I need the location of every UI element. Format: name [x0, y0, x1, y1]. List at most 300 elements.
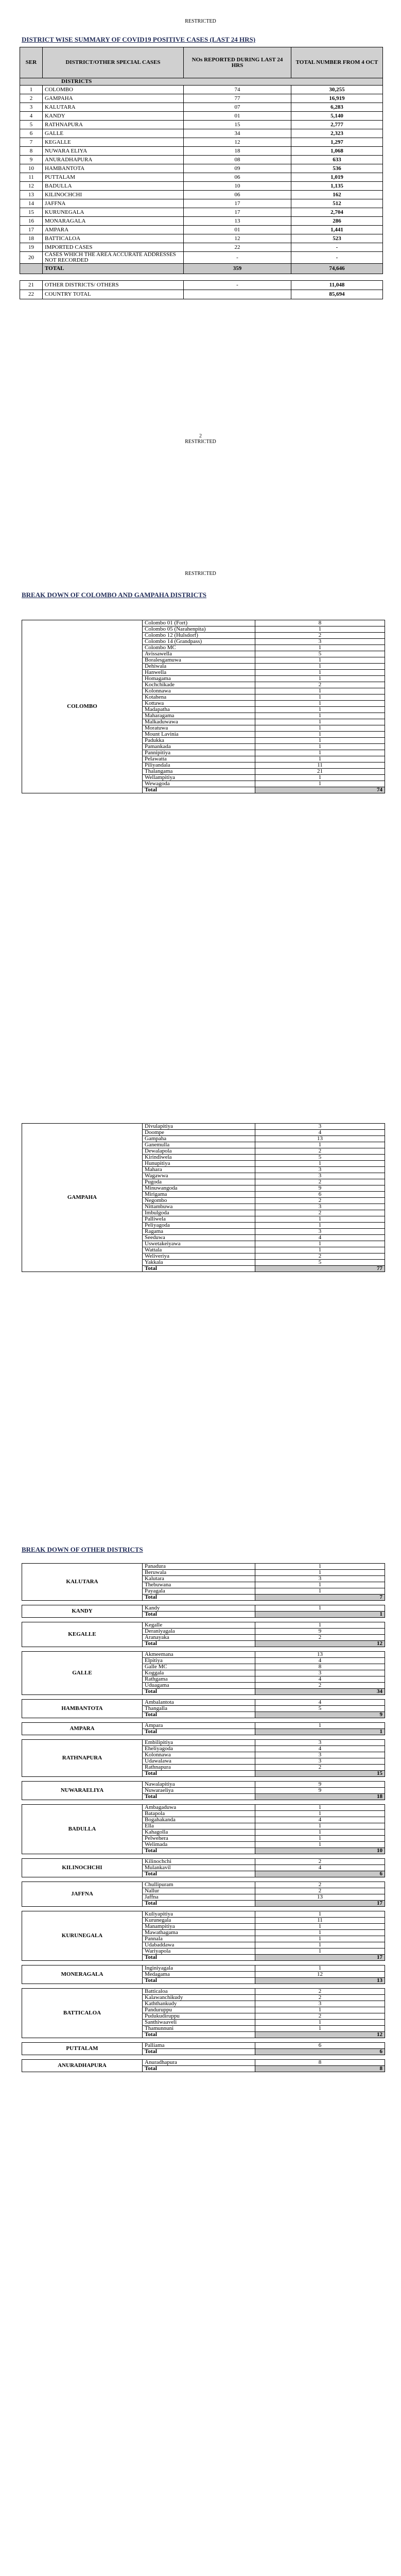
area-cell: Mahara: [143, 1167, 255, 1173]
summary-row: [20, 86, 383, 94]
ser-cell: 6: [20, 129, 43, 138]
district-cell: CASES WHICH THE AREA ACCURATE ADDRESSES NOT RECORDED: [43, 252, 184, 264]
district-cell: RATHNAPURA: [43, 121, 184, 129]
area-cell: Malkaduwawa: [143, 719, 255, 725]
district-table-hambantota: [22, 1699, 385, 1718]
count-cell: 3: [255, 1173, 385, 1179]
area-cell: Palliwela: [143, 1216, 255, 1223]
total-cell: 536: [291, 164, 383, 173]
district-name-cell: KANDY: [22, 1605, 143, 1618]
district-name-cell: KURUNEGALA: [22, 1911, 143, 1961]
count-cell: 3: [255, 2001, 385, 2007]
area-cell: Bogahakanda: [143, 1817, 255, 1823]
ser-cell: 16: [20, 217, 43, 226]
count-cell: 13: [255, 1136, 385, 1142]
area-row: [22, 1911, 385, 1918]
count-cell: 3: [255, 1752, 385, 1758]
area-total-label: Total: [143, 1712, 255, 1718]
district-cell: MONARAGALA: [43, 217, 184, 226]
summary-row: [20, 147, 383, 156]
last24-cell: 06: [184, 173, 291, 182]
total-cell: 6,283: [291, 103, 383, 112]
area-cell: Nallur: [143, 1888, 255, 1894]
count-cell: 1: [255, 1942, 385, 1948]
count-cell: 2: [255, 2013, 385, 2020]
area-cell: Santhiwaaveli: [143, 2020, 255, 2026]
area-total-value: 17: [255, 1955, 385, 1961]
area-cell: Uswetakeiyawa: [143, 1241, 255, 1247]
area-row: [22, 1700, 385, 1706]
summary-extra-row: [20, 281, 383, 290]
count-cell: 5: [255, 1706, 385, 1712]
area-total-value: 12: [255, 1641, 385, 1647]
area-total-label: Total: [143, 2049, 255, 2055]
area-cell: Peliyagoda: [143, 1223, 255, 1229]
area-row: [22, 2060, 385, 2066]
count-cell: 1: [255, 725, 385, 732]
area-total-label: Total: [143, 1595, 255, 1601]
area-row: [22, 2043, 385, 2049]
summary-row: [20, 217, 383, 226]
area-cell: Wattala: [143, 1247, 255, 1253]
ser-cell: 19: [20, 243, 43, 252]
area-cell: Ganemulla: [143, 1142, 255, 1148]
area-cell: Seeduwa: [143, 1235, 255, 1241]
count-cell: 2: [255, 1253, 385, 1260]
count-cell: 1: [255, 1161, 385, 1167]
count-cell: 1: [255, 645, 385, 651]
total-cell: 523: [291, 234, 383, 243]
last24-cell: 17: [184, 199, 291, 208]
district-table-anuradhapura: [22, 2059, 385, 2072]
district-table-kegalle: [22, 1622, 385, 1647]
count-cell: 2: [255, 1198, 385, 1204]
total-cell: 30,255: [291, 86, 383, 94]
count-cell: 3: [255, 1740, 385, 1746]
area-cell: Boralesgamuwa: [143, 657, 255, 664]
count-cell: 6: [255, 1192, 385, 1198]
total-cell: -: [291, 252, 383, 264]
area-cell: Thangalla: [143, 1706, 255, 1712]
count-cell: 21: [255, 769, 385, 775]
summary-row: [20, 182, 383, 191]
area-total-label: Total: [143, 1641, 255, 1647]
ser-cell: 18: [20, 234, 43, 243]
count-cell: 1: [255, 707, 385, 713]
count-cell: 2: [255, 1683, 385, 1689]
area-cell: Madapatha: [143, 707, 255, 713]
area-cell: Aranayaka: [143, 1635, 255, 1641]
area-cell: Kottawa: [143, 701, 255, 707]
count-cell: 12: [255, 1972, 385, 1978]
area-total-value: 7: [255, 1595, 385, 1601]
count-cell: 8: [255, 620, 385, 626]
area-cell: Mawathagama: [143, 1930, 255, 1936]
district-cell: BADULLA: [43, 182, 184, 191]
ser-cell: 11: [20, 173, 43, 182]
count-cell: 1: [255, 1723, 385, 1729]
count-cell: 1: [255, 1930, 385, 1936]
gampaha-table: [22, 1123, 385, 1272]
last24-cell: 15: [184, 121, 291, 129]
count-cell: 9: [255, 1629, 385, 1635]
count-cell: 3: [255, 1167, 385, 1173]
area-total-label: Total: [143, 2032, 255, 2038]
area-cell: Colombo 12 (Hulsdorf): [143, 633, 255, 639]
area-total-value: 12: [255, 2032, 385, 2038]
count-cell: 1: [255, 2007, 385, 2013]
count-cell: 1: [255, 1924, 385, 1930]
area-total-value: 34: [255, 1689, 385, 1695]
area-cell: Wellampitiya: [143, 775, 255, 781]
district-table-badulla: [22, 1804, 385, 1854]
area-total-label: Total: [143, 1689, 255, 1695]
count-cell: 1: [255, 1142, 385, 1148]
area-cell: Kolonnawa: [143, 1752, 255, 1758]
total-cell: 2,777: [291, 121, 383, 129]
last24-cell: 13: [184, 217, 291, 226]
area-total-label: Total: [143, 1848, 255, 1854]
area-cell: Pannala: [143, 1936, 255, 1942]
area-cell: Jaffna: [143, 1894, 255, 1901]
ser-cell: 1: [20, 86, 43, 94]
area-cell: Udawalawa: [143, 1758, 255, 1765]
district-name-cell: AMPARA: [22, 1723, 143, 1735]
area-cell: Pudukudiruppu: [143, 2013, 255, 2020]
area-cell: Avissawella: [143, 651, 255, 657]
count-cell: 2: [255, 1635, 385, 1641]
area-cell: Ambagaduwa: [143, 1805, 255, 1811]
district-table-kilinochchi: [22, 1858, 385, 1877]
total-cell: 286: [291, 217, 383, 226]
colgam-title: BREAK DOWN OF COLOMBO AND GAMPAHA DISTRICTS: [22, 591, 206, 599]
area-cell: Batapola: [143, 1811, 255, 1817]
area-cell: Mulankavil: [143, 1865, 255, 1871]
summary-total-cell: 359: [184, 264, 291, 274]
area-total-label: Total: [143, 1266, 255, 1272]
count-cell: 1: [255, 1223, 385, 1229]
count-cell: 8: [255, 2060, 385, 2066]
count-cell: 1: [255, 732, 385, 738]
last24-cell: 17: [184, 208, 291, 217]
area-cell: Kochchikade: [143, 682, 255, 688]
total-cell: 1,068: [291, 147, 383, 156]
area-row: [22, 1622, 385, 1629]
district-table-nuwaraeliya: [22, 1781, 385, 1800]
count-cell: 1: [255, 744, 385, 750]
area-cell: Weliveriya: [143, 1253, 255, 1260]
area-cell: Elpitiya: [143, 1658, 255, 1664]
summary-row: [20, 164, 383, 173]
count-cell: 1: [255, 688, 385, 694]
area-total-label: Total: [143, 1871, 255, 1877]
count-cell: 1: [255, 1247, 385, 1253]
area-cell: Nuwaraeliya: [143, 1788, 255, 1794]
count-cell: 1: [255, 713, 385, 719]
area-total-value: 6: [255, 1871, 385, 1877]
area-row: [22, 1652, 385, 1658]
count-cell: 8: [255, 1664, 385, 1670]
summary-row: [20, 243, 383, 252]
last24-cell: 08: [184, 156, 291, 164]
area-cell: Doompe: [143, 1130, 255, 1136]
last24-cell: 12: [184, 138, 291, 147]
last24-cell: 01: [184, 226, 291, 234]
area-cell: Colombo 14 (Grandpass): [143, 639, 255, 645]
page-number: 2: [199, 433, 202, 439]
area-row: [22, 1859, 385, 1865]
area-total-label: Total: [143, 1955, 255, 1961]
count-cell: 1: [255, 694, 385, 701]
summary-row: [20, 94, 383, 103]
last24-cell: 10: [184, 182, 291, 191]
count-cell: 1: [255, 670, 385, 676]
district-name-cell: MONERAGALA: [22, 1965, 143, 1984]
district-cell: COLOMBO: [43, 86, 184, 94]
district-cell: JAFFNA: [43, 199, 184, 208]
district-name-cell: PUTTALAM: [22, 2043, 143, 2055]
total-cell: 1,019: [291, 173, 383, 182]
area-cell: Pugoda: [143, 1179, 255, 1185]
other-title: BREAK DOWN OF OTHER DISTRICTS: [22, 1546, 143, 1553]
area-cell: Gampaha: [143, 1136, 255, 1142]
district-cell: OTHER DISTRICTS/ OTHERS: [43, 281, 184, 290]
district-cell: BATTICALOA: [43, 234, 184, 243]
area-cell: Thamunnuni: [143, 2026, 255, 2032]
count-cell: 1: [255, 2020, 385, 2026]
area-total-value: 74: [255, 787, 385, 793]
district-name-cell: GAMPAHA: [22, 1124, 143, 1272]
ser-cell: 2: [20, 94, 43, 103]
district-name-cell: KEGALLE: [22, 1622, 143, 1647]
area-cell: Ella: [143, 1823, 255, 1829]
district-name-cell: GALLE: [22, 1652, 143, 1695]
area-cell: Payagala: [143, 1588, 255, 1595]
count-cell: 1: [255, 1582, 385, 1588]
area-total-value: 15: [255, 1771, 385, 1777]
count-cell: 4: [255, 1658, 385, 1664]
area-row: [22, 1805, 385, 1811]
district-cell: GAMPAHA: [43, 94, 184, 103]
summary-row: [20, 121, 383, 129]
count-cell: 2: [255, 1179, 385, 1185]
area-cell: Kalutara: [143, 1576, 255, 1582]
area-total-label: Total: [143, 1729, 255, 1735]
count-cell: 6: [255, 2043, 385, 2049]
count-cell: 1: [255, 664, 385, 670]
restricted-header: RESTRICTED: [185, 571, 216, 577]
area-cell: Embilipitiya: [143, 1740, 255, 1746]
count-cell: 2: [255, 633, 385, 639]
district-table-galle: [22, 1651, 385, 1695]
count-cell: 1: [255, 1216, 385, 1223]
count-cell: 2: [255, 1989, 385, 1995]
district-table-kurunegala: [22, 1911, 385, 1961]
ser-cell: 10: [20, 164, 43, 173]
summary-row: [20, 173, 383, 182]
summary-row: [20, 112, 383, 121]
restricted-header: RESTRICTED: [185, 19, 216, 24]
area-cell: Kahagolla: [143, 1829, 255, 1836]
last24-cell: 12: [184, 234, 291, 243]
area-row: [22, 1605, 385, 1612]
area-cell: Pelawatta: [143, 756, 255, 762]
total-cell: 162: [291, 191, 383, 199]
count-cell: 11: [255, 762, 385, 769]
district-cell: AMPARA: [43, 226, 184, 234]
district-cell: KANDY: [43, 112, 184, 121]
area-cell: Koggala: [143, 1670, 255, 1676]
area-row: [22, 1723, 385, 1729]
last24-cell: 22: [184, 243, 291, 252]
header-district: DISTRICT/OTHER SPECIAL CASES: [43, 47, 184, 78]
count-cell: 9: [255, 1185, 385, 1192]
area-cell: Mirigama: [143, 1192, 255, 1198]
district-cell: KALUTARA: [43, 103, 184, 112]
area-row: [22, 620, 385, 626]
last24-cell: 07: [184, 103, 291, 112]
count-cell: 4: [255, 1817, 385, 1823]
count-cell: 2: [255, 1888, 385, 1894]
summary-row: [20, 199, 383, 208]
last24-cell: 06: [184, 191, 291, 199]
district-cell: ANURADHAPURA: [43, 156, 184, 164]
area-total-value: 8: [255, 2066, 385, 2072]
area-cell: Anuradhapura: [143, 2060, 255, 2066]
district-table-jaffna: [22, 1882, 385, 1907]
summary-total-cell: [20, 264, 43, 274]
count-cell: 1: [255, 657, 385, 664]
count-cell: 5: [255, 651, 385, 657]
count-cell: 2: [255, 1995, 385, 2001]
district-cell: GALLE: [43, 129, 184, 138]
count-cell: 1: [255, 2026, 385, 2032]
area-cell: Moratuwa: [143, 725, 255, 732]
area-cell: Inginiyagala: [143, 1965, 255, 1972]
count-cell: 5: [255, 1260, 385, 1266]
district-name-cell: BADULLA: [22, 1805, 143, 1854]
district-table-batticaloa: [22, 1988, 385, 2038]
last24-cell: 01: [184, 112, 291, 121]
area-cell: Kolonnawa: [143, 688, 255, 694]
last24-cell: 09: [184, 164, 291, 173]
restricted-footer: RESTRICTED: [185, 439, 216, 445]
ser-cell: 20: [20, 252, 43, 264]
header-ser: SER: [20, 47, 43, 78]
count-cell: 1: [255, 1829, 385, 1836]
count-cell: 1: [255, 719, 385, 725]
area-cell: Kalawanchikudy: [143, 1995, 255, 2001]
district-cell: PUTTALAM: [43, 173, 184, 182]
area-row: [22, 1740, 385, 1746]
districts-label: DISTRICTS: [20, 78, 383, 86]
area-cell: Thebuwana: [143, 1582, 255, 1588]
total-cell: 1,135: [291, 182, 383, 191]
count-cell: 3: [255, 1229, 385, 1235]
district-table-kandy: [22, 1605, 385, 1618]
ser-cell: 8: [20, 147, 43, 156]
district-name-cell: KALUTARA: [22, 1564, 143, 1601]
district-cell: COUNTRY TOTAL: [43, 290, 184, 299]
area-total-value: 1: [255, 1612, 385, 1618]
ser-cell: 14: [20, 199, 43, 208]
summary-extra-row: [20, 290, 383, 299]
area-cell: Dehiwala: [143, 664, 255, 670]
area-cell: Maharagama: [143, 713, 255, 719]
ser-cell: 15: [20, 208, 43, 217]
district-table-puttalam: [22, 2042, 385, 2055]
area-cell: Kegalle: [143, 1622, 255, 1629]
area-total-value: 10: [255, 1848, 385, 1854]
count-cell: 4: [255, 1130, 385, 1136]
area-row: [22, 1782, 385, 1788]
area-cell: Nittambuwa: [143, 1204, 255, 1210]
area-cell: Colombo MC: [143, 645, 255, 651]
area-total-label: Total: [143, 1901, 255, 1907]
count-cell: 1: [255, 1605, 385, 1612]
count-cell: 9: [255, 1782, 385, 1788]
area-cell: Ambalantota: [143, 1700, 255, 1706]
district-name-cell: ANURADHAPURA: [22, 2060, 143, 2072]
ser-cell: 5: [20, 121, 43, 129]
district-cell: HAMBANTOTA: [43, 164, 184, 173]
count-cell: 3: [255, 1670, 385, 1676]
area-total-value: 77: [255, 1266, 385, 1272]
summary-row: [20, 191, 383, 199]
count-cell: 4: [255, 1700, 385, 1706]
area-cell: Thalangama: [143, 769, 255, 775]
area-cell: Negombo: [143, 1198, 255, 1204]
summary-row: [20, 252, 383, 264]
total-cell: 85,694: [291, 290, 383, 299]
area-row: [22, 1965, 385, 1972]
area-cell: Kandy: [143, 1605, 255, 1612]
district-cell: NUWARA ELIYA: [43, 147, 184, 156]
summary-row: [20, 208, 383, 217]
count-cell: 3: [255, 1204, 385, 1210]
district-table-rathnapura: [22, 1739, 385, 1777]
total-cell: -: [291, 243, 383, 252]
count-cell: 1: [255, 1564, 385, 1570]
summary-total-row: [20, 264, 383, 274]
area-cell: Minuwangoda: [143, 1185, 255, 1192]
count-cell: 1: [255, 750, 385, 756]
count-cell: 11: [255, 1918, 385, 1924]
area-cell: Kirindiwela: [143, 1155, 255, 1161]
count-cell: 1: [255, 1570, 385, 1576]
summary-row: [20, 226, 383, 234]
area-cell: Imbulgoda: [143, 1210, 255, 1216]
area-cell: Deraniyagala: [143, 1629, 255, 1635]
district-name-cell: BATTICALOA: [22, 1989, 143, 2038]
count-cell: 3: [255, 639, 385, 645]
area-cell: Colombo 01 (Fort): [143, 620, 255, 626]
total-cell: 11,048: [291, 281, 383, 290]
area-total-value: 13: [255, 1978, 385, 1984]
count-cell: 1: [255, 775, 385, 781]
count-cell: 1: [255, 1965, 385, 1972]
summary-row: [20, 234, 383, 243]
area-total-value: 17: [255, 1901, 385, 1907]
area-cell: Manampitiya: [143, 1924, 255, 1930]
ser-cell: 22: [20, 290, 43, 299]
ser-cell: 4: [20, 112, 43, 121]
area-cell: Akmeemana: [143, 1652, 255, 1658]
ser-cell: 17: [20, 226, 43, 234]
area-cell: Hanwella: [143, 670, 255, 676]
count-cell: 1: [255, 1836, 385, 1842]
area-cell: Batticaloa: [143, 1989, 255, 1995]
